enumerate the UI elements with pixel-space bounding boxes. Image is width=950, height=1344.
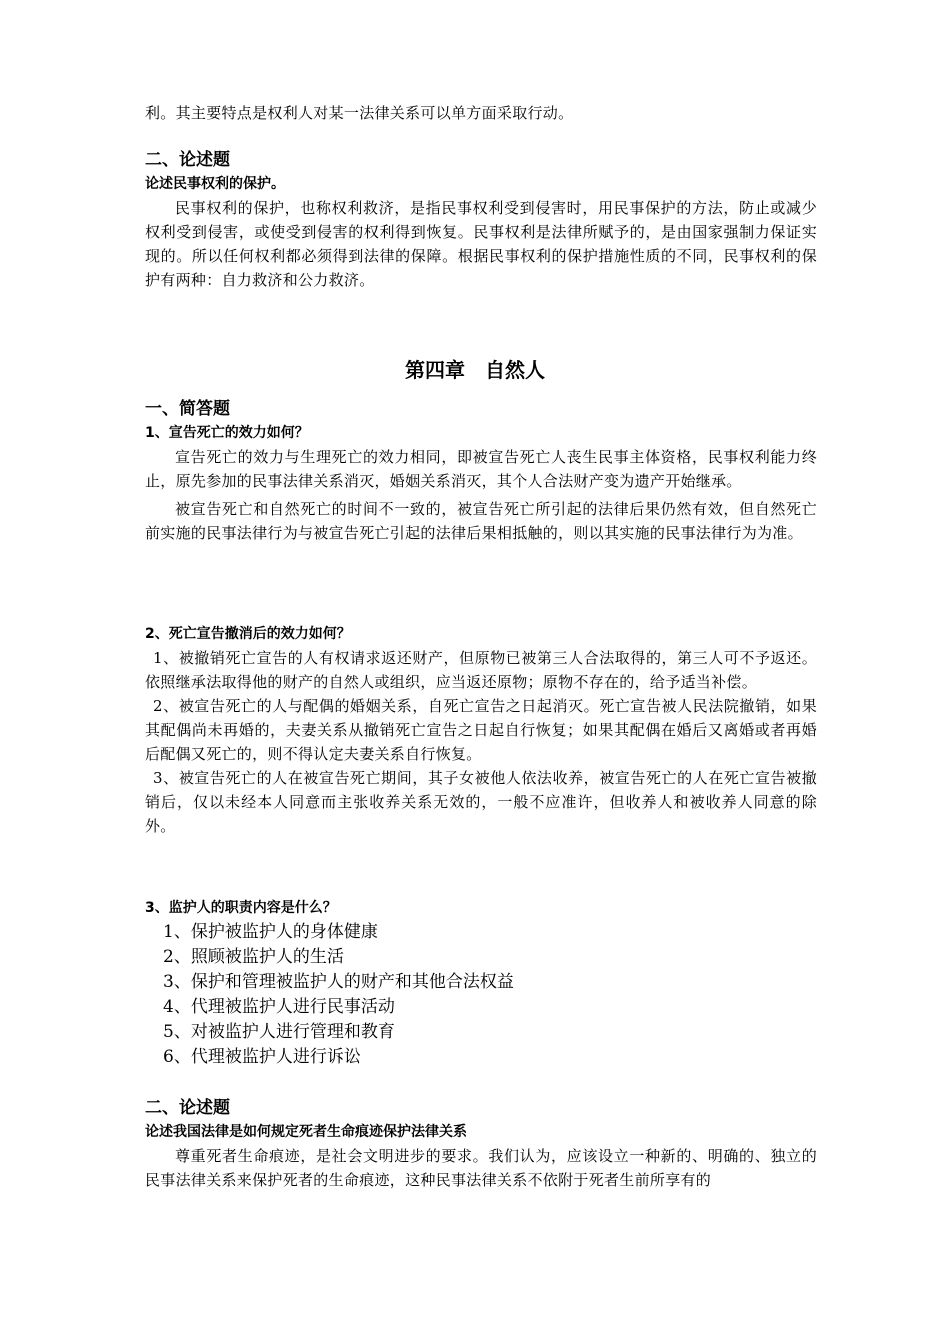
question-title-1: 1、宣告死亡的效力如何？ xyxy=(145,425,309,441)
chapter-title: 第四章 自然人 xyxy=(405,358,545,382)
duty-list xyxy=(145,920,817,1070)
section-essay-1 xyxy=(145,148,817,292)
answer-paragraph: 宣告死亡的效力与生理死亡的效力相同，即被宣告死亡人丧生民事主体资格，民事权利能力终止，原先参加的民事法律关系消灭，婚姻关系消灭，其个人合法财产变为遗产开始继承。 xyxy=(145,448,817,490)
question-block-3 xyxy=(145,896,817,1070)
answer-paragraph: 被宣告死亡和自然死亡的时间不一致的，被宣告死亡所引起的法律后果仍然有效，但自然死亡前实施的民事法律行为与被宣告死亡引起的法律后果相抵触的，则以其实施的民事法律行为为准。 xyxy=(145,500,817,542)
answer-paragraph: 尊重死者生命痕迹，是社会文明进步的要求。我们认为，应该设立一种新的、明确的、独立的民事法律关系来保护死者的生命痕迹，这种民事法律关系不依附于死者生前所享有的 xyxy=(145,1147,817,1189)
question-title: 论述我国法律是如何规定死者生命痕迹保护法律关系 xyxy=(145,1124,467,1140)
list-item: 1、保护被监护人的身体健康 xyxy=(163,922,378,942)
answer-paragraph: 2、被宣告死亡的人与配偶的婚姻关系，自死亡宣告之日起消灭。死亡宣告被人民法院撤销，如果其配偶尚未再婚的，夫妻关系从撤销死亡宣告之日起自行恢复；如果其配偶在婚后又离婚或者再婚后配偶又死亡的，则不得认定夫妻关系自行恢复。 xyxy=(145,697,817,763)
section-short-answer xyxy=(145,397,817,545)
question-title-2: 2、死亡宣告撤消后的效力如何？ xyxy=(145,626,351,642)
question-title-3: 3、监护人的职责内容是什么？ xyxy=(145,900,337,916)
section-heading: 二、论述题 xyxy=(145,150,230,170)
continuation-text: 利。其主要特点是权利人对某一法律关系可以单方面采取行动。 xyxy=(145,104,574,122)
answer-paragraph: 民事权利的保护，也称权利救济，是指民事权利受到侵害时，用民事保护的方法，防止或减少权利受到侵害，或使受到侵害的权利得到恢复。民事权利是法律所赋予的，是由国家强制力保证实现的。所以任何权利都必须得到法律的保障。根据民事权利的保护措施性质的不同，民事权利的保护有两种：自力救济和公力救济。 xyxy=(145,199,817,289)
list-item: 3、保护和管理被监护人的财产和其他合法权益 xyxy=(163,972,514,992)
question-title: 论述民事权利的保护。 xyxy=(145,176,285,192)
section-heading: 一、简答题 xyxy=(145,399,230,419)
section-essay-2 xyxy=(145,1096,817,1192)
continuation-block xyxy=(145,101,817,125)
list-item: 5、对被监护人进行管理和教育 xyxy=(163,1022,395,1042)
answer-paragraph: 3、被宣告死亡的人在被宣告死亡期间，其子女被他人依法收养，被宣告死亡的人在死亡宣告被撤销后，仅以未经本人同意而主张收养关系无效的，一般不应准许，但收养人和被收养人同意的除外。 xyxy=(145,769,817,835)
list-item: 6、代理被监护人进行诉讼 xyxy=(163,1047,361,1067)
list-item: 4、代理被监护人进行民事活动 xyxy=(163,997,395,1017)
question-block-2 xyxy=(145,622,817,838)
list-item: 2、照顾被监护人的生活 xyxy=(163,947,344,967)
section-heading: 二、论述题 xyxy=(145,1098,230,1118)
answer-paragraph: 1、被撤销死亡宣告的人有权请求返还财产，但原物已被第三人合法取得的，第三人可不予返还。依照继承法取得他的财产的自然人或组织，应当返还原物；原物不存在的，给予适当补偿。 xyxy=(145,649,817,691)
